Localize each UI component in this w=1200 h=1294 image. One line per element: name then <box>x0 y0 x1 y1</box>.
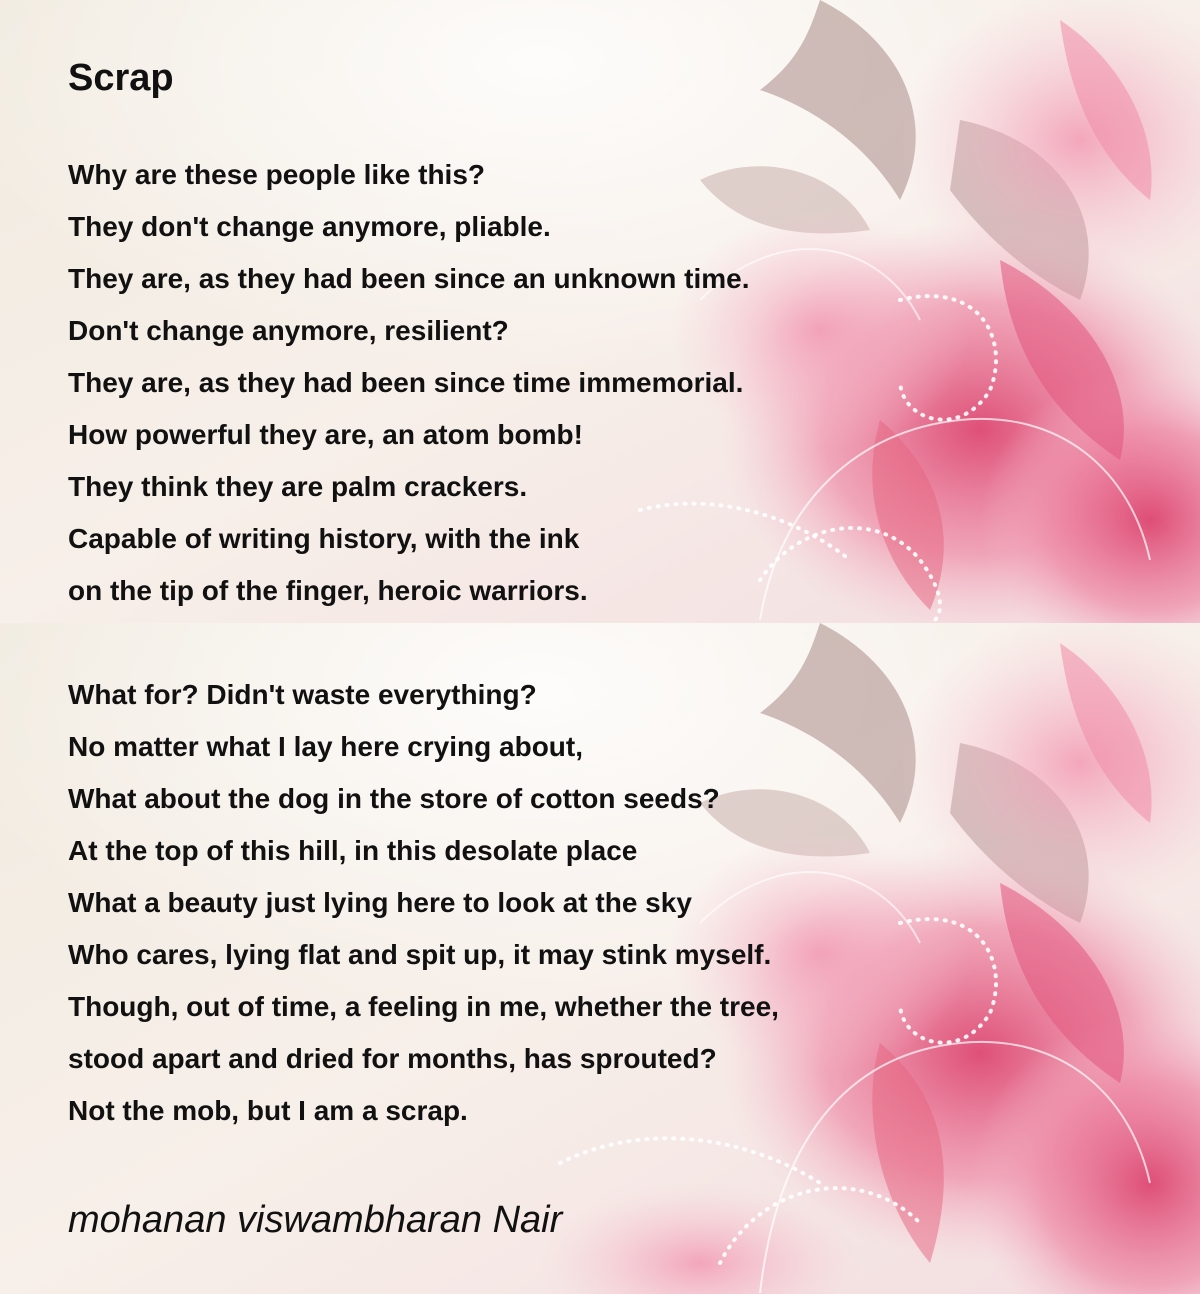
poem-line: They don't change anymore, pliable. <box>68 211 551 242</box>
poem-line: Who cares, lying flat and spit up, it may stink myself. <box>68 939 772 970</box>
poem-line: How powerful they are, an atom bomb! <box>68 419 583 450</box>
poem-line: What for? Didn't waste everything? <box>68 679 537 710</box>
poem-line: They think they are palm crackers. <box>68 471 528 502</box>
poem-line: Capable of writing history, with the ink <box>68 523 580 554</box>
poem-line: They are, as they had been since time immemorial. <box>68 367 744 398</box>
poem-title: Scrap <box>68 57 174 99</box>
poem-line: on the tip of the finger, heroic warriors. <box>68 575 588 606</box>
poem-line: What about the dog in the store of cotton seeds? <box>68 783 720 814</box>
stanza-2 <box>68 669 968 1137</box>
poem-line: Though, out of time, a feeling in me, whether the tree, <box>68 991 779 1022</box>
poem-line: At the top of this hill, in this desolate place <box>68 835 638 866</box>
poem-line: Why are these people like this? <box>68 159 486 190</box>
poem-line: stood apart and dried for months, has sprouted? <box>68 1043 717 1074</box>
poem-author: mohanan viswambharan Nair <box>68 1199 563 1241</box>
stanza-break <box>68 617 968 669</box>
stanza-1 <box>68 149 968 617</box>
poem-line: No matter what I lay here crying about, <box>68 731 584 762</box>
poem-line: Don't change anymore, resilient? <box>68 315 509 346</box>
poem-line: What a beauty just lying here to look at the sky <box>68 887 692 918</box>
poem-line: They are, as they had been since an unknown time. <box>68 263 750 294</box>
poem-line: Not the mob, but I am a scrap. <box>68 1095 468 1126</box>
poem-body <box>68 149 968 1137</box>
